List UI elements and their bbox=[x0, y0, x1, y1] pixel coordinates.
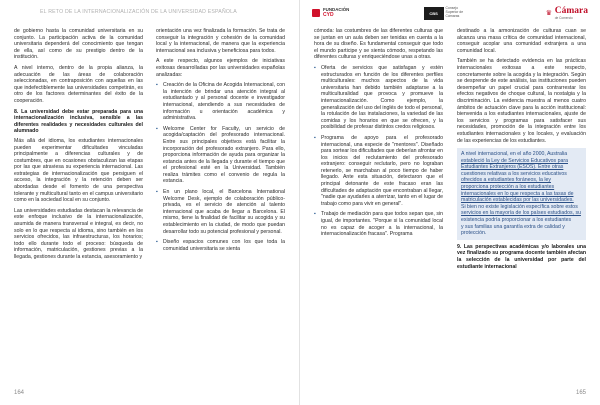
fundacion-mark-icon bbox=[312, 9, 320, 17]
section-heading-9: 9. Las perspectivas académicas y/o laborales una vez finalizado su programa docente también afectan la selección de la universidad por parte del estudiante internacional bbox=[457, 243, 586, 270]
left-col-1 bbox=[14, 28, 143, 381]
list-item: ▪ En un plano local, el Barcelona International Welcome Desk, ejemplo de colaboración público-privada, es el servicio de atención al talento internacional que acaba de llegar a Barcelona. El mismo, tiene la finalidad de facilitar su acogida y su establecimiento en la ciudad, de modo que puedan desarrollar todo su potencial profesional y personal. bbox=[156, 189, 285, 235]
list-item: ▪ Oferta de servicios que satisfagan y estén estructurados en función de los diferentes perfiles multiculturales: muchos aspectos de la vida universitaria han debido también adaptarse a la multiculturalidad que provoca y promueve la internacionalización. Como ejemplo, la generalización del uso del inglés de todo el personal, la rotulación de las instalaciones, la variedad de las comidas y los horarios en que se ofrecen, y la posibilidad de profesar distintos credos religiosos. bbox=[314, 65, 443, 131]
paragraph: destinado a la armonización de culturas cuan se alcanza una masa crítica de comunidad internacional, conseguir acoplar una comunidad extranjera a una comunidad local. bbox=[457, 28, 586, 54]
camara-logo: ♛ Cámara de Comercio bbox=[545, 6, 588, 20]
right-col-2 bbox=[457, 28, 586, 381]
australia-callout: A nivel internacional, en el año 2000, Australia estableció la Ley de Servicios Educativos para Estudiantes Extranjeros (ESOS). Entre otras cuestiones relativas a los servicios educativos ofrecidos a estudiantes foráneos, la ley proporciona protección a los estudiantes internacionales en lo que respecta a las tasas de matriculación establecidas por las universidades. Si bien no existe legislación específica sobre estos servicios en la mayoría de los países estudiados, su existencia podría proporcionar a los estudiantes y sus familias una garantía extra de calidad y protección. bbox=[457, 148, 586, 240]
paragraph: A nivel interno, dentro de la propia alianza, la adecuación de las áreas de colaboración seleccionadas, en contraposición con aquellas en las que indefectiblemente las universidades competirán, es otro de los factores determinantes del éxito de la cooperación. bbox=[14, 64, 143, 104]
partner-logos bbox=[312, 4, 588, 22]
fundacion-cyd-logo: FUNDACIÓN CYD bbox=[312, 8, 349, 17]
list-item: ▪ Welcome Center for Faculty, un servicio de acogida/captación del profesorado internacional. Entre sus principales objetivos está facilitar la incorporación del profesorado extranjero. Para ello, proporciona información de ayuda para organizar la estancia antes de la llegada y durante el tiempo que el profesional esté en la Universidad. También realiza trámites como el convenio de regula la estancia. bbox=[156, 126, 285, 185]
paragraph: de gobierno hasta la comunidad universitaria en su conjunto. La participación activa de la comunidad universitaria dependerá del conocimiento que tengan de ella, así como de su prestigio dentro de la institución. bbox=[14, 28, 143, 61]
paragraph: Las universidades estudiadas destacan la relevancia de este enfoque inclusivo de la internacionalización, asumida de manera transversal e integral, es decir, no solo en lo que respecta al idioma, sino también en los servicios ofrecidos, las infraestructuras, los horarios; todo ello durante todo el proceso: búsqueda de información, matriculación, gestiones previas a la llegada, gestiones durante la estancia, asesoramiento y bbox=[14, 207, 143, 260]
bullet-list bbox=[156, 82, 285, 252]
list-item: ▪ Diseño espacios comunes con los que toda la comunidad universitaria se sienta bbox=[156, 239, 285, 252]
paragraph: También se ha detectado evidencia en las prácticas internacionales exitosas a este respecto, concretamente sobre la acogida y la integración. Según se desprende de este análisis, las instituciones pueden desempeñar un papel crucial para contrarrestar los efectos negativos de choque cultural, la nostalgia y la discriminación. La evidencia muestra al menos cuatro ámbitos de actuación clave para la acción institucional: bienvenida a los estudiantes internacionales, ajuste de los servicios y programas para satisfacer sus necesidades, promoción de la integración entre los estudiantes internacionales y los locales, y evaluación de las experiencias de los estudiantes. bbox=[457, 58, 586, 144]
list-item: ▪ Creación de la Oficina de Acogida Internacional, con la intención de brindar una atención integral al estudiantado y al personal docente e investigador internacional, atendiendo a sus necesidades de información u orientación académica y administrativa. bbox=[156, 82, 285, 122]
paragraph: cómoda: las costumbres de las diferentes culturas que se juntan en un aula deben ser tenidas en cuenta a la hora de su diseño. Es fundamental conseguir que todo el mundo participe y se sienta cómodo, respetando las diferentes culturas y enriqueciéndose unas a otras. bbox=[314, 28, 443, 61]
paragraph: orientación una vez finalizada la formación. Se trata de conseguir la integración y cohesión de la comunidad local y la internacional, de manera que la experiencia internacional sea inclusiva y beneficiosa para todos. bbox=[156, 28, 285, 54]
crown-icon: ♛ bbox=[545, 9, 553, 17]
left-col-2 bbox=[156, 28, 285, 381]
bullet-list bbox=[314, 65, 443, 238]
right-page-columns bbox=[314, 28, 586, 381]
consejo-logo: CBS Consejo Superior de Cámaras bbox=[424, 7, 472, 20]
paragraph: A este respecto, algunos ejemplos de iniciativas exitosas desarrolladas por las universidades españolas analizadas: bbox=[156, 58, 285, 78]
page-number: 165 bbox=[575, 390, 586, 396]
running-title: EL RETO DE LA INTERNACIONALIZACIÓN DE LA UNIVERSIDAD ESPAÑOLA bbox=[40, 9, 237, 15]
left-page-columns bbox=[14, 28, 285, 381]
right-page bbox=[300, 0, 600, 405]
section-heading-8: 8. La universidad debe estar preparada para una internacionalización inclusiva, sensible a las diferentes realidades y necesidades culturales del alumnado bbox=[14, 108, 143, 135]
right-col-1 bbox=[314, 28, 443, 381]
list-item: ▪ Programa de apoyo para el profesorado internacional, una especie de "mentores". Diseñado para sortear los dificultades que deberían afrontar en los inicios del reclutamiento del profesorado extranjero: conseguir reclutarlo, pero no lograban retenerlo, se marchaban al poco tiempo de haber llegado. Ante esta situación, detectaron que el principal detonante de este fracaso eran las dificultades de adaptación que encontraban al llegar, "nadie que ayudarles a aterrizar, tanto en el lugar de trabajo como para vivir en general". bbox=[314, 135, 443, 208]
list-item: ▪ Trabajo de mediación para que todos sepan que, sin igual, de importantes. "Porque si la comunidad local no es capaz de acoger a la internacional, la internacionalización fracasa". Programa bbox=[314, 211, 443, 237]
paragraph: Más allá del idioma, los estudiantes internacionales pueden experimentar dificultades vinculadas principalmente a diferencias culturales y de costumbres, que en ocasiones obstaculizan las etapas por las que atraviesa su experiencia internacional. Las estrategias de internacionalización que persiguen el acceso, la integración y la retención deben ser abordadas desde el fomento de una perspectiva tolerante y multicultural tanto en el campus universitario como en la sociedad local en su conjunto. bbox=[14, 137, 143, 204]
consejo-mark-icon: CBS bbox=[424, 7, 444, 20]
page-number: 164 bbox=[14, 390, 25, 396]
